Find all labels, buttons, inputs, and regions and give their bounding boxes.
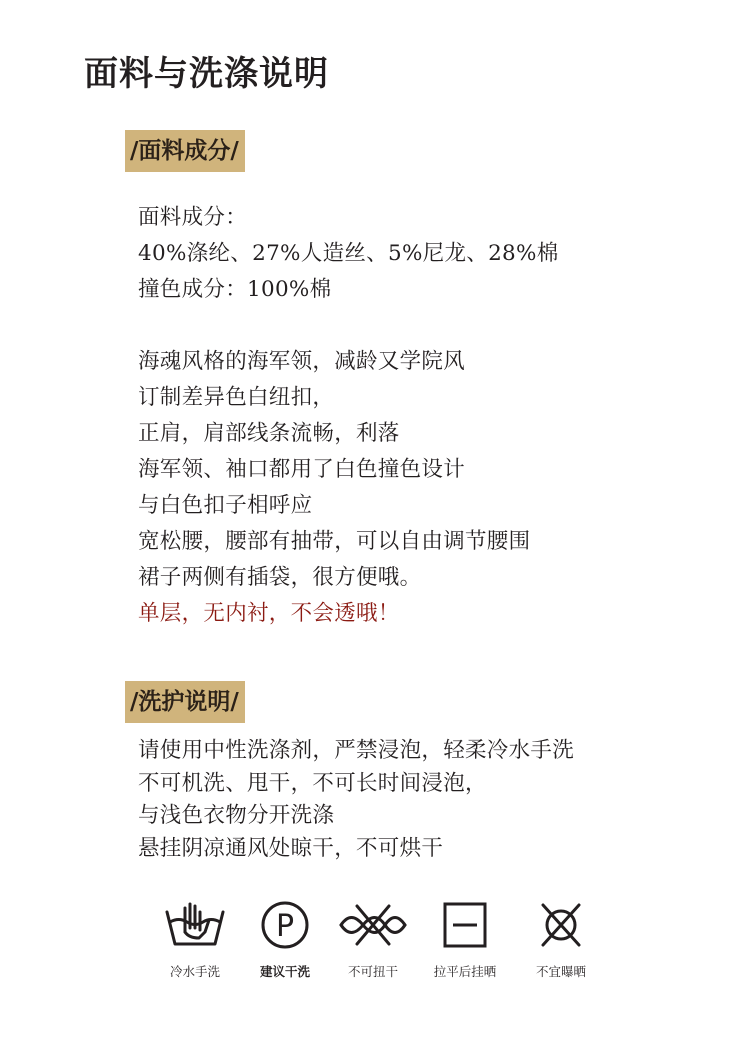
icon-label: 冷水手洗 bbox=[169, 964, 220, 979]
icon-label: 不可扭干 bbox=[347, 964, 398, 979]
care-icon-item bbox=[328, 898, 418, 980]
no-lining-highlight: 单层，无内衬，不会透哦！ bbox=[138, 601, 400, 626]
page-title: 面料与洗涤说明 bbox=[84, 54, 329, 94]
care-icon-item bbox=[516, 898, 606, 980]
composition-line: 40%涤纶、27%人造丝、5%尼龙、28%棉 bbox=[138, 241, 559, 266]
care-line: 请使用中性洗涤剂，严禁浸泡，轻柔冷水手洗 bbox=[138, 738, 575, 763]
description-line: 宽松腰，腰部有抽带，可以自由调节腰围 bbox=[138, 529, 531, 554]
care-line: 不可机洗、甩干，不可长时间浸泡， bbox=[138, 770, 487, 796]
icon-label: 不宜曝晒 bbox=[535, 964, 586, 979]
dry-clean-icon bbox=[249, 898, 321, 950]
care-section-tag: /洗护说明/ bbox=[125, 681, 245, 723]
composition-line: 撞色成分：100%棉 bbox=[138, 277, 332, 302]
description-line: 裙子两侧有插袋，很方便哦。 bbox=[138, 565, 422, 590]
fabric-section-tag: /面料成分/ bbox=[125, 130, 245, 172]
care-icon-item bbox=[420, 898, 510, 980]
fabric-description bbox=[138, 344, 530, 632]
care-icon-item bbox=[240, 898, 330, 980]
care-line: 与浅色衣物分开洗涤 bbox=[138, 803, 335, 828]
svg-text:P: P bbox=[275, 909, 295, 944]
care-instructions bbox=[138, 735, 574, 865]
description-line: 与白色扣子相呼应 bbox=[138, 493, 313, 518]
no-sun-dry-icon bbox=[525, 898, 597, 950]
description-line: 订制差异色白纽扣， bbox=[138, 385, 335, 410]
description-line: 海魂风格的海军领，减龄又学院风 bbox=[138, 349, 466, 374]
care-icons-row bbox=[0, 898, 750, 988]
description-line: 正肩，肩部线条流畅，利落 bbox=[138, 421, 400, 446]
care-line: 悬挂阴凉通风处晾干，不可烘干 bbox=[138, 835, 444, 861]
line-dry-flat-icon bbox=[429, 898, 501, 950]
description-line: 海军领、袖口都用了白色撞色设计 bbox=[138, 457, 466, 482]
hand-wash-icon bbox=[159, 898, 231, 950]
no-wring-icon bbox=[337, 898, 409, 950]
icon-label: 建议干洗 bbox=[259, 964, 310, 979]
icon-label: 拉平后挂晒 bbox=[433, 964, 497, 979]
fabric-composition bbox=[138, 200, 559, 308]
composition-line: 面料成分： bbox=[138, 205, 248, 230]
care-icon-item bbox=[150, 898, 240, 980]
